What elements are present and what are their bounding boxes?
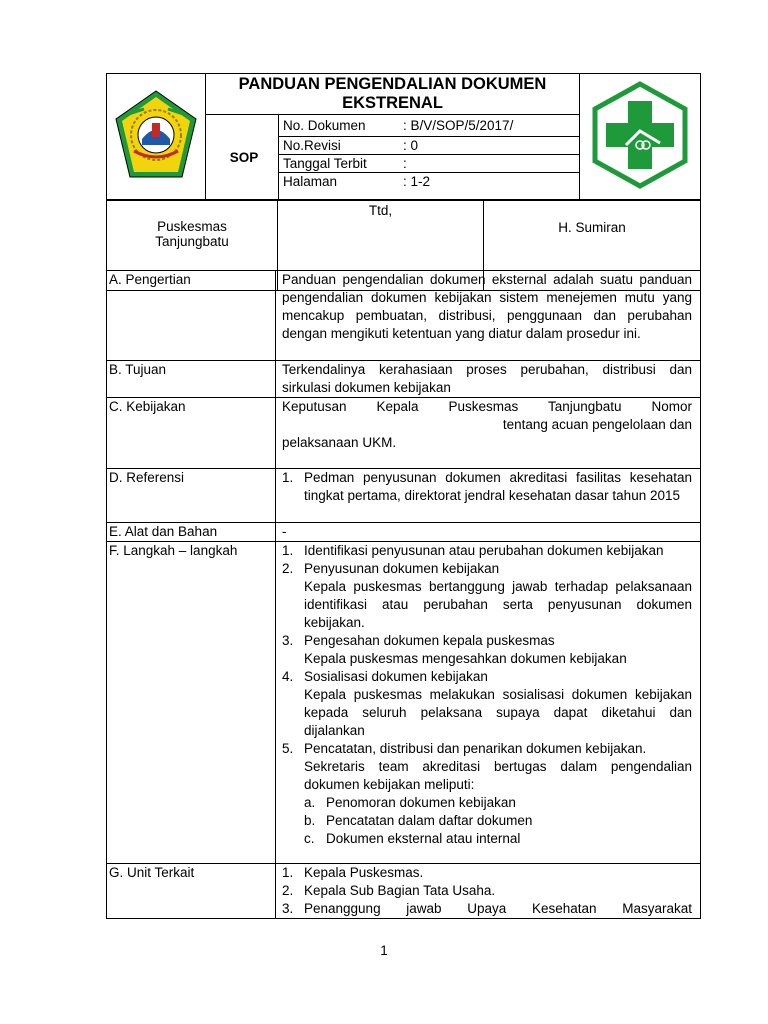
list-item bbox=[282, 900, 692, 918]
section-e-text: - bbox=[276, 523, 701, 542]
section-b-label: B. Tujuan bbox=[107, 361, 276, 398]
list-text: Penomoran dokumen kebijakan bbox=[326, 795, 516, 810]
section-c-line-2: tentang acuan pengelolaan dan bbox=[502, 417, 692, 432]
list-item bbox=[282, 632, 692, 650]
organization-line-2: Tanjungbatu bbox=[155, 234, 229, 249]
sub-list-item bbox=[282, 830, 692, 848]
section-b-text: Terkendalinya kerahasiaan proses perubahan, distribusi dan sirkulasi dokumen kebijakan bbox=[276, 361, 701, 398]
list-number: 4. bbox=[282, 669, 294, 684]
list-number: 3. bbox=[282, 901, 294, 916]
list-subtext: Kepala puskesmas melakukan sosialisasi dokumen kebijakan kepada seluruh pelaksana supaya dapat diketahui dan dijalankan bbox=[304, 687, 692, 738]
section-f-label: F. Langkah – langkah bbox=[107, 542, 276, 864]
list-item bbox=[282, 542, 692, 560]
list-text: Pengesahan dokumen kepala puskesmas bbox=[304, 633, 555, 648]
list-text: Pedman penyusunan dokumen akreditasi fasilitas kesehatan tingkat pertama, direktorat jendral kesehatan dasar tahun 2015 bbox=[304, 470, 692, 503]
sop-header-table bbox=[106, 73, 701, 200]
list-number: 1. bbox=[282, 865, 294, 880]
puskesmas-cross-icon bbox=[588, 81, 692, 189]
section-g-label: G. Unit Terkait bbox=[107, 864, 276, 919]
meta-row-2 bbox=[279, 137, 580, 155]
meta-label: No. Dokumen bbox=[283, 118, 366, 133]
signature-ttd: Ttd, bbox=[368, 203, 393, 218]
list-item bbox=[282, 882, 692, 900]
list-text: Kepala Puskesmas. bbox=[304, 865, 424, 880]
list-letter: b. bbox=[304, 813, 316, 828]
section-a-label: A. Pengertian bbox=[107, 271, 276, 361]
meta-value: : 0 bbox=[403, 138, 419, 153]
sub-list-item bbox=[282, 812, 692, 830]
list-letter: c. bbox=[304, 831, 315, 846]
meta-value: : 1-2 bbox=[403, 174, 431, 189]
list-item bbox=[282, 560, 692, 578]
regency-logo-cell bbox=[107, 74, 206, 200]
list-number: 2. bbox=[282, 883, 294, 898]
section-f-content bbox=[276, 542, 701, 864]
section-c-label: C. Kebijakan bbox=[107, 398, 276, 469]
list-number: 1. bbox=[282, 543, 294, 558]
meta-value: : bbox=[403, 156, 407, 171]
list-subtext: Kepala puskesmas bertanggung jawab terhadap pelaksanaan identifikasi atau perubahan serta penyusunan dokumen kebijakan. bbox=[304, 579, 692, 630]
list-text: Pencatatan dalam daftar dokumen bbox=[326, 813, 533, 828]
section-c-line-3: pelaksanaan UKM. bbox=[282, 435, 397, 450]
list-number: 2. bbox=[282, 561, 294, 576]
section-c-content bbox=[276, 398, 701, 469]
list-letter: a. bbox=[304, 795, 316, 810]
list-item bbox=[282, 864, 692, 882]
section-e-label: E. Alat dan Bahan bbox=[107, 523, 276, 542]
meta-row-1 bbox=[279, 115, 580, 137]
list-item bbox=[282, 469, 692, 505]
section-g-content bbox=[276, 864, 701, 919]
list-text: Penyusunan dokumen kebijakan bbox=[304, 561, 500, 576]
section-a-text: Panduan pengendalian dokumen eksternal adalah suatu panduan pengendalian dokumen kebijakan sistem menejemen mutu yang mencakup pembuatan, distribusi, penggunaan dan perubahan dengan mengikuti ketentuan yang diatur dalam prosedur ini. bbox=[276, 271, 701, 361]
list-item bbox=[282, 740, 692, 758]
section-d-label: D. Referensi bbox=[107, 469, 276, 523]
meta-label: No.Revisi bbox=[283, 138, 341, 153]
list-text: Dokumen eksternal atau internal bbox=[326, 831, 521, 846]
list-item bbox=[282, 668, 692, 686]
list-text: Pencatatan, distribusi dan penarikan dokumen kebijakan. bbox=[304, 741, 647, 756]
list-number: 5. bbox=[282, 741, 294, 756]
regency-emblem-icon bbox=[114, 89, 198, 181]
meta-row-3 bbox=[279, 155, 580, 173]
list-number: 1. bbox=[282, 470, 294, 485]
puskesmas-logo-cell bbox=[580, 74, 701, 200]
meta-value: : B/V/SOP/5/2017/ bbox=[403, 118, 514, 133]
list-subtext: Sekretaris team akreditasi bertugas dalam pengendalian dokumen kebijakan meliputi: bbox=[304, 759, 692, 792]
page-number: 1 bbox=[380, 943, 388, 958]
section-d-content bbox=[276, 469, 701, 523]
list-text: Sosialisasi dokumen kebijakan bbox=[304, 669, 488, 684]
list-subtext: Kepala puskesmas mengesahkan dokumen kebijakan bbox=[304, 651, 627, 666]
section-c-line-1: Keputusan Kepala Puskesmas Tanjungbatu Nomor bbox=[282, 399, 692, 414]
list-number: 3. bbox=[282, 633, 294, 648]
meta-label: Halaman bbox=[283, 174, 338, 189]
list-text: Identifikasi penyusunan atau perubahan dokumen kebijakan bbox=[304, 543, 664, 558]
meta-label: Tanggal Terbit bbox=[283, 156, 367, 171]
meta-row-4 bbox=[279, 173, 580, 200]
sub-list-item bbox=[282, 794, 692, 812]
document-title: PANDUAN PENGENDALIAN DOKUMEN EKSTRENAL bbox=[206, 74, 580, 115]
signatory-name: H. Sumiran bbox=[484, 201, 701, 291]
list-text: Kepala Sub Bagian Tata Usaha. bbox=[304, 883, 496, 898]
organization-line-1: Puskesmas bbox=[157, 219, 227, 234]
list-text: Penanggung jawab Upaya Kesehatan Masyarakat bbox=[304, 901, 692, 916]
sop-label: SOP bbox=[206, 115, 279, 200]
sop-body-table bbox=[106, 270, 701, 919]
